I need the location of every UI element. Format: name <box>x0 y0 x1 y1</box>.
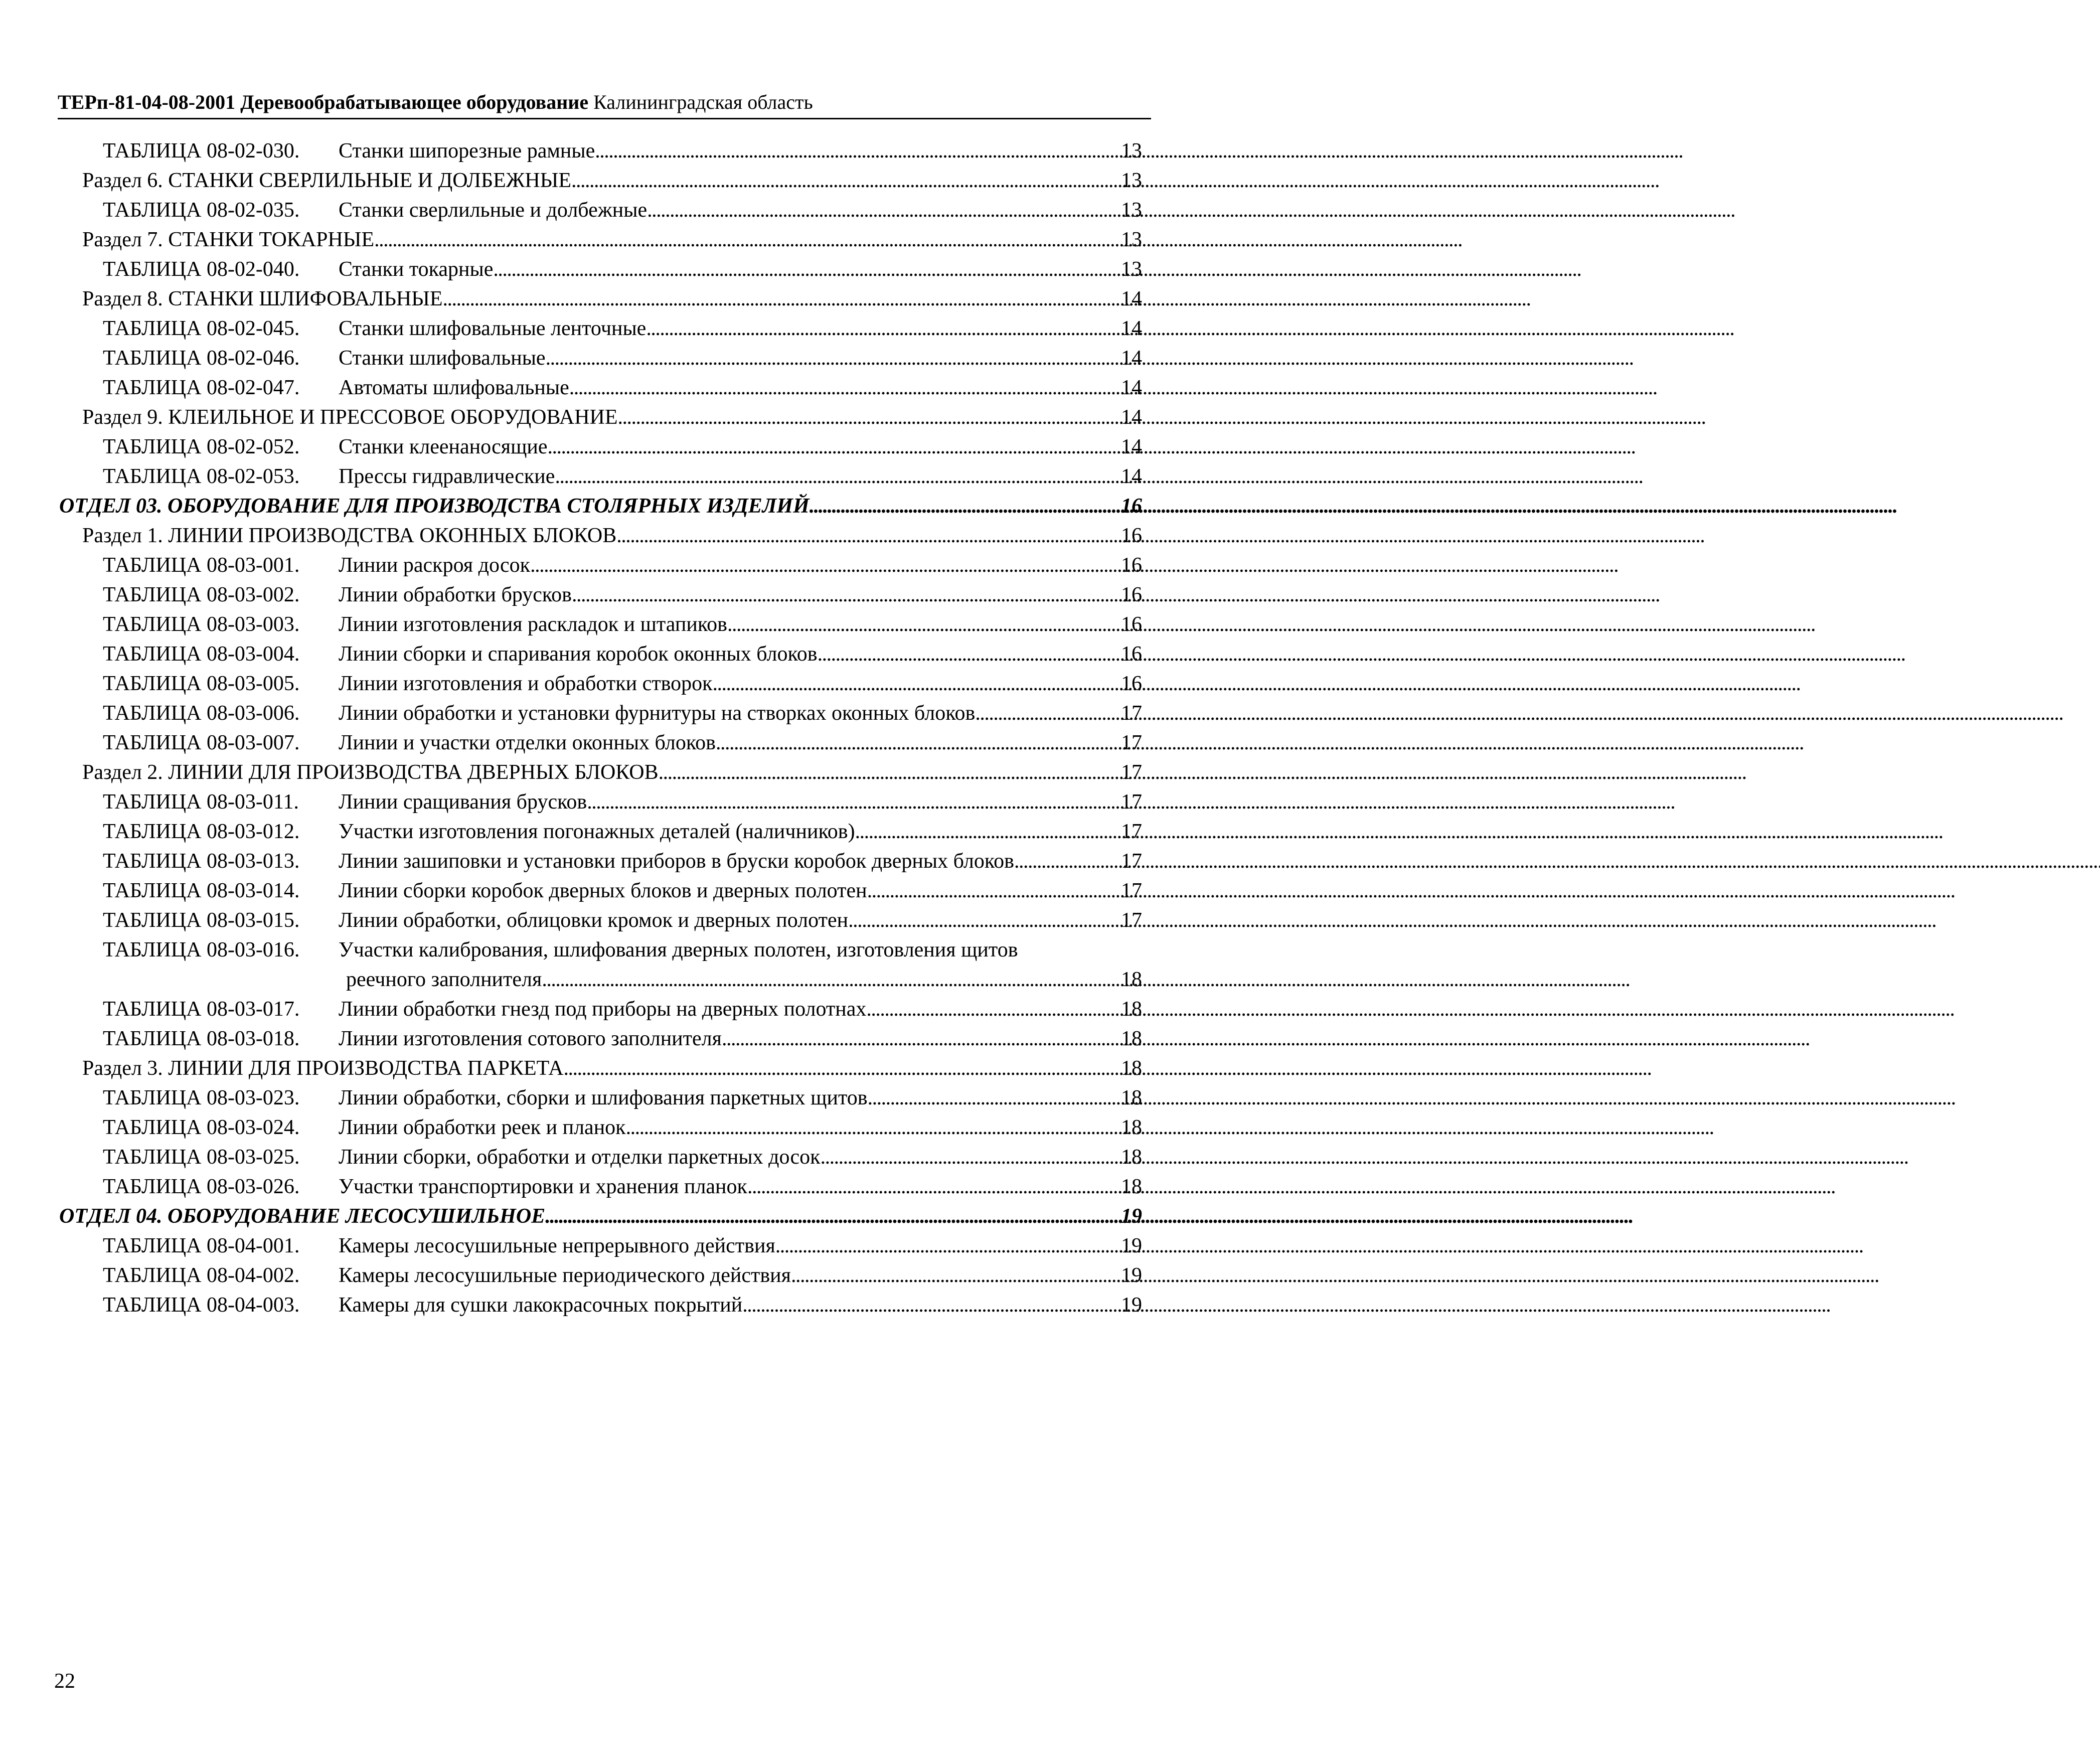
toc-dot-leader <box>374 225 1119 255</box>
toc-entry-title: ОТДЕЛ 03. ОБОРУДОВАНИЕ ДЛЯ ПРОИЗВОДСТВА СТОЛЯРНЫХ ИЗДЕЛИЙ <box>59 495 810 518</box>
document-title: Деревообрабатывающее оборудование <box>240 91 589 113</box>
toc-entry-title: Линии обработки и установки фурнитуры на створках оконных блоков <box>339 702 976 725</box>
toc-entry-page: 14 <box>1121 317 1142 340</box>
toc-entry-page: 13 <box>1121 199 1142 222</box>
toc-entry-page: 17 <box>1121 850 1142 873</box>
toc-entry-title: Камеры лесосушильные непрерывного действия <box>339 1234 775 1257</box>
toc-entry-title: Раздел 6. СТАНКИ СВЕРЛИЛЬНЫЕ И ДОЛБЕЖНЫЕ <box>82 169 572 192</box>
toc-entry-code: ТАБЛИЦА 08-03-024. <box>103 1116 300 1139</box>
toc-entry-page: 17 <box>1121 790 1142 814</box>
toc-dot-leader <box>587 787 1119 817</box>
toc-entry-page: 13 <box>1121 139 1142 163</box>
toc-table-entry[interactable] <box>0 551 1249 580</box>
toc-entry-title: Станки клеенаносящие <box>339 435 548 458</box>
toc-entry-page: 16 <box>1121 554 1142 577</box>
toc-entry-line <box>103 669 1142 699</box>
toc-entry-title: Камеры для сушки лакокрасочных покрытий <box>339 1294 743 1317</box>
toc-dot-leader <box>848 906 1119 935</box>
toc-entry-line <box>82 284 1142 314</box>
toc-table-entry[interactable] <box>0 462 1249 492</box>
toc-entry-line <box>59 492 1142 521</box>
toc-entry-page: 16 <box>1121 524 1142 547</box>
toc-entry-page: 17 <box>1121 820 1142 843</box>
toc-entry-page: 14 <box>1121 376 1142 399</box>
toc-entry-code: ТАБЛИЦА 08-02-035. <box>103 199 300 222</box>
toc-entry-line <box>82 166 1142 196</box>
toc-dot-leader <box>868 1083 1119 1113</box>
toc-entry-page: 13 <box>1121 228 1142 251</box>
toc-entry-page: 18 <box>1121 1146 1142 1169</box>
toc-entry-page: 18 <box>1121 968 1142 991</box>
toc-entry-line <box>103 876 1142 906</box>
toc-entry-line <box>103 1261 1142 1291</box>
toc-entry-title: Участки изготовления погонажных деталей (наличников) <box>339 820 855 843</box>
toc-table-entry[interactable] <box>0 1261 1249 1291</box>
toc-section[interactable] <box>0 1054 1249 1083</box>
toc-entry-page: 19 <box>1121 1294 1142 1317</box>
toc-dot-leader <box>569 373 1119 403</box>
toc-entry-page: 13 <box>1121 258 1142 281</box>
toc-entry-page: 18 <box>1121 1116 1142 1139</box>
toc-entry-code: ТАБЛИЦА 08-03-001. <box>103 554 300 577</box>
toc-table-entry[interactable] <box>0 847 1249 876</box>
toc-entry-title: Линии изготовления раскладок и штапиков <box>339 613 727 636</box>
toc-entry-title: Линии зашиповки и установки приборов в бруски коробок дверных блоков <box>339 850 1014 873</box>
document-region: Калининградская область <box>593 91 813 113</box>
toc-dot-leader <box>493 255 1119 284</box>
toc-table-entry[interactable] <box>0 995 1249 1024</box>
toc-entry-page: 18 <box>1121 998 1142 1021</box>
toc-entry-title: Линии сращивания брусков <box>339 790 587 814</box>
toc-entry-code: ТАБЛИЦА 08-03-015. <box>103 909 300 932</box>
toc-entry-code: ТАБЛИЦА 08-02-045. <box>103 317 300 340</box>
toc-table-entry[interactable] <box>0 610 1249 639</box>
running-header <box>58 90 1151 114</box>
page-number: 22 <box>54 1670 75 1693</box>
toc-entry-code: ТАБЛИЦА 08-03-018. <box>103 1027 300 1050</box>
toc-entry-page: 14 <box>1121 465 1142 488</box>
toc-entry-title: Раздел 2. ЛИНИИ ДЛЯ ПРОИЗВОДСТВА ДВЕРНЫХ БЛОКОВ <box>82 761 659 784</box>
toc-entry-page: 16 <box>1121 495 1142 518</box>
toc-entry-code: ТАБЛИЦА 08-03-014. <box>103 879 300 902</box>
toc-table-entry[interactable] <box>0 373 1249 403</box>
toc-table-entry[interactable] <box>0 1143 1249 1172</box>
toc-entry-line <box>82 225 1142 255</box>
toc-entry-line <box>103 610 1142 639</box>
toc-entry-line <box>103 639 1142 669</box>
toc-dot-leader <box>542 965 1119 995</box>
toc-entry-code: ТАБЛИЦА 08-04-003. <box>103 1294 300 1317</box>
toc-entry-code: ТАБЛИЦА 08-03-006. <box>103 702 300 725</box>
toc-section[interactable] <box>0 166 1249 196</box>
toc-entry-code: ТАБЛИЦА 08-02-046. <box>103 347 300 370</box>
toc-entry-title: Линии обработки реек и планок <box>339 1116 626 1139</box>
toc-dot-leader <box>855 817 1119 847</box>
toc-entry-line <box>103 1172 1142 1202</box>
toc-entry-page: 17 <box>1121 702 1142 725</box>
toc-entry-title: Линии обработки брусков <box>339 583 572 606</box>
toc-entry-line <box>103 1291 1142 1320</box>
toc-section[interactable] <box>0 521 1249 551</box>
toc-dot-leader <box>742 1291 1119 1320</box>
toc-entry-line <box>103 699 1142 728</box>
toc-dot-leader <box>713 669 1119 699</box>
toc-entry-title: Линии изготовления сотового заполнителя <box>339 1027 722 1050</box>
toc-entry-line <box>103 1024 1142 1054</box>
toc-entry-page: 14 <box>1121 406 1142 429</box>
toc-dot-leader <box>571 166 1119 196</box>
toc-dot-leader <box>564 1054 1119 1083</box>
toc-entry-code: ТАБЛИЦА 08-03-023. <box>103 1086 300 1109</box>
toc-dot-leader <box>791 1261 1119 1291</box>
toc-entry-line <box>82 403 1142 432</box>
toc-entry-line <box>82 758 1142 787</box>
toc-entry-title: ОТДЕЛ 04. ОБОРУДОВАНИЕ ЛЕСОСУШИЛЬНОЕ <box>59 1205 546 1228</box>
toc-entry-line <box>103 462 1142 492</box>
toc-section[interactable] <box>0 758 1249 787</box>
toc-entry-title: Станки шипорезные рамные <box>339 139 595 163</box>
toc-table-entry[interactable] <box>0 728 1249 758</box>
toc-entry-title: Камеры лесосушильные периодического действия <box>339 1264 791 1287</box>
toc-entry-line <box>103 847 1142 876</box>
toc-entry-line <box>103 344 1142 373</box>
toc-entry-title: Линии сборки и спаривания коробок оконных блоков <box>339 643 818 666</box>
toc-entry-title: Раздел 1. ЛИНИИ ПРОИЗВОДСТВА ОКОННЫХ БЛОКОВ <box>82 524 617 547</box>
toc-entry-code: ТАБЛИЦА 08-04-002. <box>103 1264 300 1287</box>
toc-entry-title: Линии обработки, облицовки кромок и дверных полотен <box>339 909 849 932</box>
toc-entry-page: 16 <box>1121 613 1142 636</box>
document-code: ТЕРп-81-04-08-2001 <box>58 91 236 113</box>
toc-table-entry[interactable] <box>0 196 1249 225</box>
toc-dot-leader <box>595 136 1119 166</box>
toc-entry-page: 17 <box>1121 731 1142 754</box>
toc-dot-leader <box>646 314 1119 344</box>
toc-dot-leader <box>548 432 1119 462</box>
toc-entry-page: 17 <box>1121 879 1142 902</box>
toc-entry-line <box>103 1113 1142 1143</box>
toc-entry-code: ТАБЛИЦА 08-04-001. <box>103 1234 300 1257</box>
toc-dot-leader <box>727 610 1119 639</box>
toc-entry-code: ТАБЛИЦА 08-03-016. <box>103 938 300 961</box>
toc-table-entry[interactable] <box>0 1172 1249 1202</box>
toc-entry-line <box>103 255 1142 284</box>
toc-dot-leader <box>647 196 1119 225</box>
toc-entry-code: ТАБЛИЦА 08-03-005. <box>103 672 300 695</box>
toc-entry-code: ТАБЛИЦА 08-03-002. <box>103 583 300 606</box>
toc-entry-title: Станки шлифовальные <box>339 347 546 370</box>
toc-entry-page: 18 <box>1121 1057 1142 1080</box>
toc-entry-code: ТАБЛИЦА 08-02-052. <box>103 435 300 458</box>
toc-entry-line <box>103 196 1142 225</box>
toc-table-entry[interactable] <box>0 876 1249 906</box>
toc-entry-page: 16 <box>1121 643 1142 666</box>
toc-dot-leader <box>722 1024 1119 1054</box>
toc-entry-page: 18 <box>1121 1175 1142 1198</box>
toc-table-entry[interactable] <box>0 344 1249 373</box>
toc-entry-line <box>103 817 1142 847</box>
toc-dot-leader <box>555 462 1119 492</box>
toc-entry-page: 19 <box>1121 1234 1142 1257</box>
toc-dot-leader <box>443 284 1119 314</box>
toc-entry-line <box>103 551 1142 580</box>
toc-dot-leader <box>747 1172 1119 1202</box>
toc-division[interactable] <box>0 1202 1249 1231</box>
toc-entry-page: 16 <box>1121 672 1142 695</box>
toc-entry-page: 14 <box>1121 435 1142 458</box>
toc-entry-title: Линии изготовления и обработки створок <box>339 672 713 695</box>
toc-table-entry[interactable] <box>0 136 1249 166</box>
toc-entry-title: Станки шлифовальные ленточные <box>339 317 647 340</box>
toc-table-entry[interactable] <box>0 432 1249 462</box>
toc-entry-code: ТАБЛИЦА 08-02-030. <box>103 139 300 163</box>
toc-dot-leader <box>618 403 1119 432</box>
toc-table-entry[interactable] <box>0 669 1249 699</box>
toc-table-entry[interactable] <box>0 1231 1249 1261</box>
toc-table-entry[interactable] <box>0 1083 1249 1113</box>
toc-entry-page: 17 <box>1121 909 1142 932</box>
toc-entry-line <box>103 373 1142 403</box>
toc-table-entry[interactable] <box>0 255 1249 284</box>
toc-entry-title: Станки сверлильные и долбежные <box>339 199 648 222</box>
toc-table-entry[interactable] <box>0 935 1249 995</box>
toc-entry-title: Линии сборки коробок дверных блоков и дверных полотен <box>339 879 867 902</box>
toc-entry-code: ТАБЛИЦА 08-03-026. <box>103 1175 300 1198</box>
toc-dot-leader <box>616 521 1119 551</box>
toc-entry-line <box>346 965 1142 995</box>
toc-table-entry[interactable] <box>0 314 1249 344</box>
toc-entry-code: ТАБЛИЦА 08-02-053. <box>103 465 300 488</box>
toc-division[interactable] <box>0 492 1249 521</box>
toc-entry-title: Раздел 7. СТАНКИ ТОКАРНЫЕ <box>82 228 375 251</box>
toc-entry-title: Линии сборки, обработки и отделки паркетных досок <box>339 1146 821 1169</box>
toc-entry-line <box>103 580 1142 610</box>
toc-entry-title: Автоматы шлифовальные <box>339 376 569 399</box>
toc-entry-page: 18 <box>1121 1086 1142 1109</box>
toc-dot-leader <box>659 758 1119 787</box>
toc-table-entry[interactable] <box>0 817 1249 847</box>
toc-dot-leader <box>530 551 1119 580</box>
toc-entry-page: 14 <box>1121 347 1142 370</box>
toc-entry-line <box>59 1202 1142 1231</box>
toc-dot-leader <box>866 995 1119 1024</box>
toc-entry-page: 19 <box>1121 1264 1142 1287</box>
toc-entry-line <box>103 787 1142 817</box>
toc-entry-title: Прессы гидравлические <box>339 465 555 488</box>
toc-entry-line <box>82 521 1142 551</box>
toc-dot-leader <box>545 1202 1119 1231</box>
toc-entry-line <box>103 136 1142 166</box>
toc-entry-line <box>103 432 1142 462</box>
toc-entry-title: Участки калибрования, шлифования дверных полотен, изготовления щитов <box>339 938 1018 961</box>
toc-entry-title: Линии раскроя досок <box>339 554 531 577</box>
toc-entry-title-continued: реечного заполнителя <box>346 968 542 991</box>
toc-dot-leader <box>810 492 1119 521</box>
toc-entry-code: ТАБЛИЦА 08-03-007. <box>103 731 300 754</box>
toc-entry-code: ТАБЛИЦА 08-03-025. <box>103 1146 300 1169</box>
toc-entry-title: Участки транспортировки и хранения планок <box>339 1175 747 1198</box>
toc-entry-code: ТАБЛИЦА 08-03-012. <box>103 820 300 843</box>
toc-entry-code: ТАБЛИЦА 08-03-017. <box>103 998 300 1021</box>
toc-dot-leader <box>626 1113 1119 1143</box>
toc-entry-title: Раздел 9. КЛЕИЛЬНОЕ И ПРЕССОВОЕ ОБОРУДОВАНИЕ <box>82 406 618 429</box>
toc-table-entry[interactable] <box>0 580 1249 610</box>
toc-entry-code: ТАБЛИЦА 08-02-047. <box>103 376 300 399</box>
toc-entry-code: ТАБЛИЦА 08-03-013. <box>103 850 300 873</box>
toc-dot-leader <box>716 728 1119 758</box>
toc-table-entry[interactable] <box>0 1291 1249 1320</box>
toc-entry-title: Станки токарные <box>339 258 494 281</box>
toc-entry-page: 14 <box>1121 287 1142 310</box>
toc-section[interactable] <box>0 284 1249 314</box>
toc-entry-line <box>103 995 1142 1024</box>
toc-entry-line <box>103 314 1142 344</box>
toc-entry-page: 17 <box>1121 761 1142 784</box>
toc-entry-title: Линии обработки гнезд под приборы на дверных полотнах <box>339 998 867 1021</box>
toc-table-entry[interactable] <box>0 699 1249 728</box>
toc-entry-page: 18 <box>1121 1027 1142 1050</box>
toc-table-entry[interactable] <box>0 1113 1249 1143</box>
toc-entry-title: Линии обработки, сборки и шлифования паркетных щитов <box>339 1086 868 1109</box>
toc-entry-line <box>82 1054 1142 1083</box>
toc-table-entry[interactable] <box>0 1024 1249 1054</box>
toc-entry-page: 16 <box>1121 583 1142 606</box>
toc-entry-line <box>103 906 1142 935</box>
toc-section[interactable] <box>0 225 1249 255</box>
toc-dot-leader <box>572 580 1119 610</box>
toc-dot-leader <box>821 1143 1119 1172</box>
toc-entry-page: 13 <box>1121 169 1142 192</box>
toc-entry-line <box>103 728 1142 758</box>
toc-entry-page: 19 <box>1121 1205 1142 1228</box>
toc-table-entry[interactable] <box>0 906 1249 935</box>
toc-dot-leader <box>975 699 1119 728</box>
toc-dot-leader <box>775 1231 1119 1261</box>
toc-entry-code: ТАБЛИЦА 08-03-004. <box>103 643 300 666</box>
table-of-contents <box>0 136 1249 1320</box>
toc-entry-line <box>103 935 1142 965</box>
toc-entry-title: Линии и участки отделки оконных блоков <box>339 731 716 754</box>
toc-dot-leader <box>867 876 1119 906</box>
toc-entry-title: Раздел 3. ЛИНИИ ДЛЯ ПРОИЗВОДСТВА ПАРКЕТА <box>82 1057 564 1080</box>
header-divider <box>58 118 1151 119</box>
toc-entry-code: ТАБЛИЦА 08-02-040. <box>103 258 300 281</box>
toc-dot-leader <box>1014 847 1119 876</box>
toc-table-entry[interactable] <box>0 639 1249 669</box>
toc-dot-leader <box>546 344 1119 373</box>
toc-entry-code: ТАБЛИЦА 08-03-003. <box>103 613 300 636</box>
toc-entry-line <box>103 1143 1142 1172</box>
toc-dot-leader <box>818 639 1119 669</box>
toc-entry-code: ТАБЛИЦА 08-03-011. <box>103 790 299 814</box>
toc-entry-title: Раздел 8. СТАНКИ ШЛИФОВАЛЬНЫЕ <box>82 287 443 310</box>
toc-entry-line <box>103 1083 1142 1113</box>
toc-table-entry[interactable] <box>0 787 1249 817</box>
toc-section[interactable] <box>0 403 1249 432</box>
toc-entry-line <box>103 1231 1142 1261</box>
